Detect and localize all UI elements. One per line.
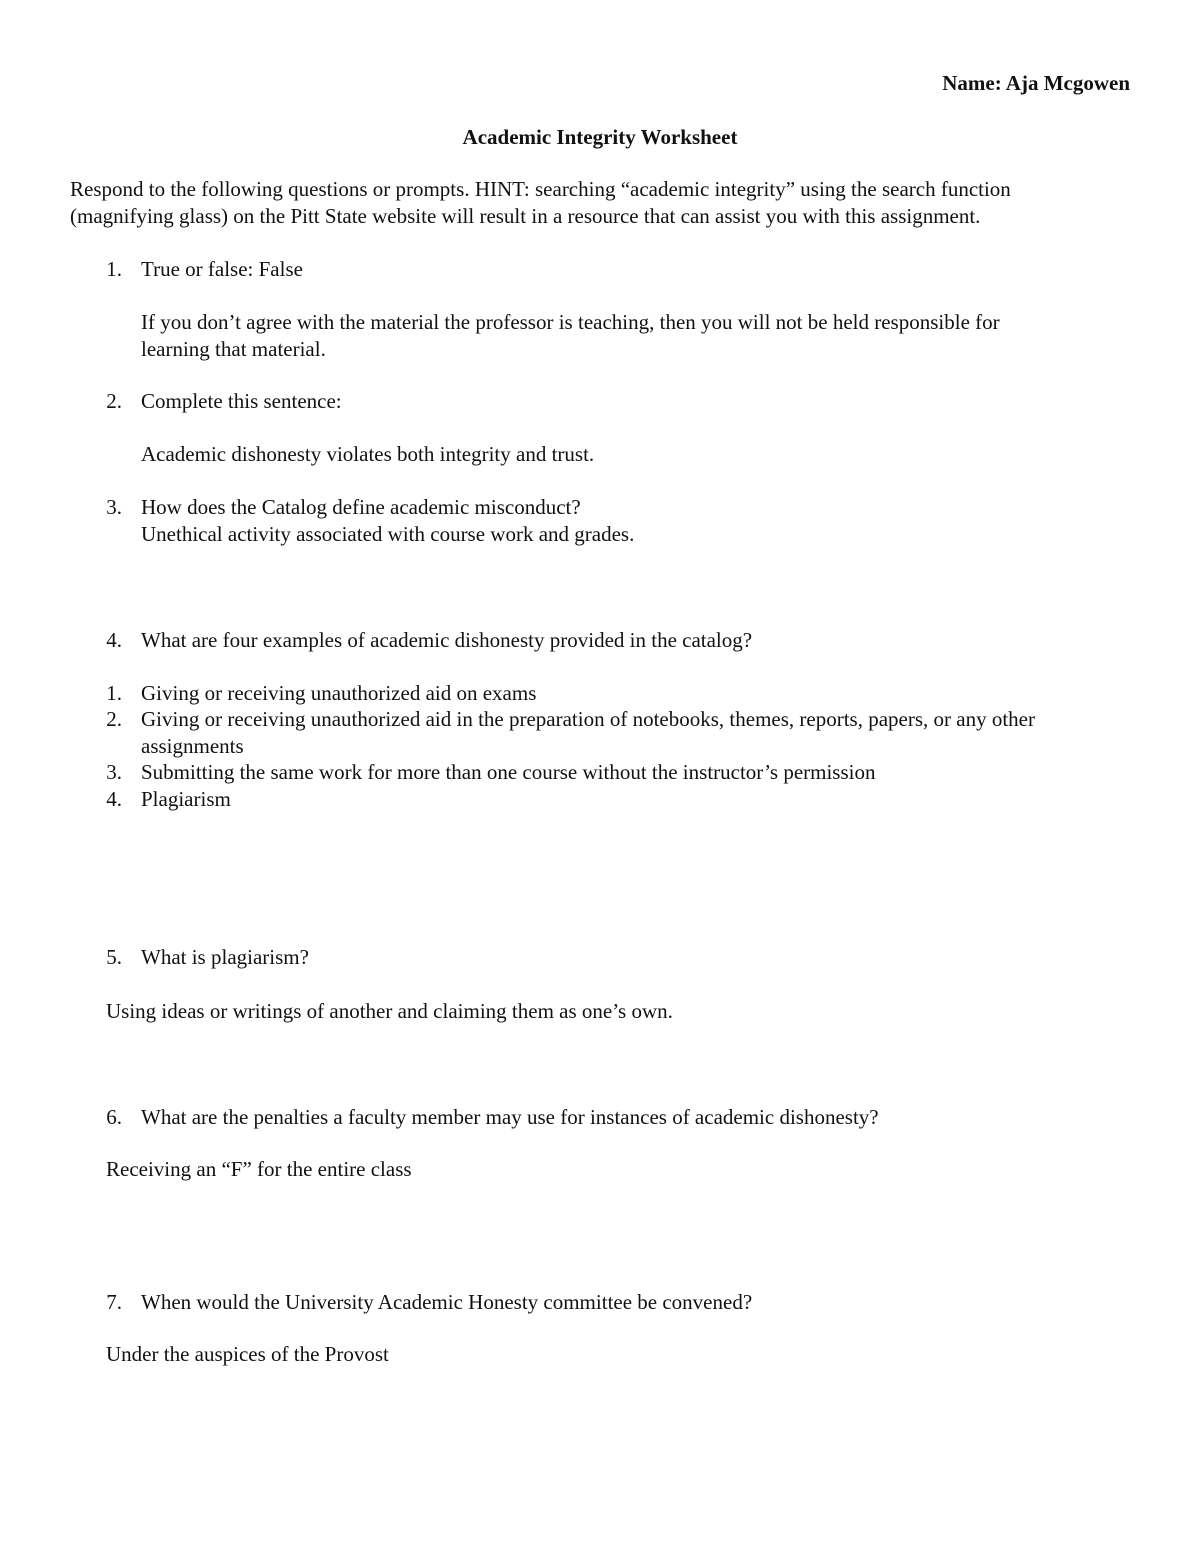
q6-number: 6. <box>106 1105 122 1129</box>
q4-question: What are four examples of academic dishonesty provided in the catalog? <box>141 628 753 652</box>
q5-question: What is plagiarism? <box>141 945 309 969</box>
q1-number: 1. <box>106 257 122 281</box>
q7-answer: Under the auspices of the Provost <box>106 1342 389 1366</box>
q4-answer-2: Giving or receiving unauthorized aid in the preparation of notebooks, themes, reports, papers, or any other <box>141 707 1035 731</box>
q4-answer-1: Giving or receiving unauthorized aid on exams <box>141 681 537 705</box>
q4-number: 4. <box>106 628 122 652</box>
q5-number: 5. <box>106 945 122 969</box>
q1-statement-line-2: learning that material. <box>141 337 326 361</box>
q2-number: 2. <box>106 389 122 413</box>
q6-question: What are the penalties a faculty member may use for instances of academic dishonesty? <box>141 1105 879 1129</box>
q1-question: True or false: False <box>141 257 303 281</box>
intro-line-2: (magnifying glass) on the Pitt State website will result in a resource that can assist you with this assignment. <box>70 204 981 228</box>
q6-answer: Receiving an “F” for the entire class <box>106 1157 412 1181</box>
q4-answer-3: Submitting the same work for more than one course without the instructor’s permission <box>141 760 876 784</box>
q1-statement-line-1: If you don’t agree with the material the professor is teaching, then you will not be held responsible for <box>141 310 1000 334</box>
q3-number: 3. <box>106 495 122 519</box>
q4-answer-4-number: 4. <box>106 787 122 811</box>
q4-answer-4: Plagiarism <box>141 787 231 811</box>
q3-answer: Unethical activity associated with course work and grades. <box>141 522 635 546</box>
q3-question: How does the Catalog define academic misconduct? <box>141 495 581 519</box>
q2-question: Complete this sentence: <box>141 389 342 413</box>
q4-answer-1-number: 1. <box>106 681 122 705</box>
q4-answer-2-number: 2. <box>106 707 122 731</box>
q4-answer-2-continued: assignments <box>141 734 244 758</box>
student-name: Name: Aja Mcgowen <box>942 71 1130 95</box>
q7-question: When would the University Academic Honesty committee be convened? <box>141 1290 753 1314</box>
q5-answer: Using ideas or writings of another and claiming them as one’s own. <box>106 999 673 1023</box>
q4-answer-3-number: 3. <box>106 760 122 784</box>
intro-line-1: Respond to the following questions or prompts. HINT: searching “academic integrity” using the search function <box>70 177 1011 201</box>
page-title: Academic Integrity Worksheet <box>462 125 738 149</box>
q2-answer: Academic dishonesty violates both integrity and trust. <box>141 442 595 466</box>
q7-number: 7. <box>106 1290 122 1314</box>
